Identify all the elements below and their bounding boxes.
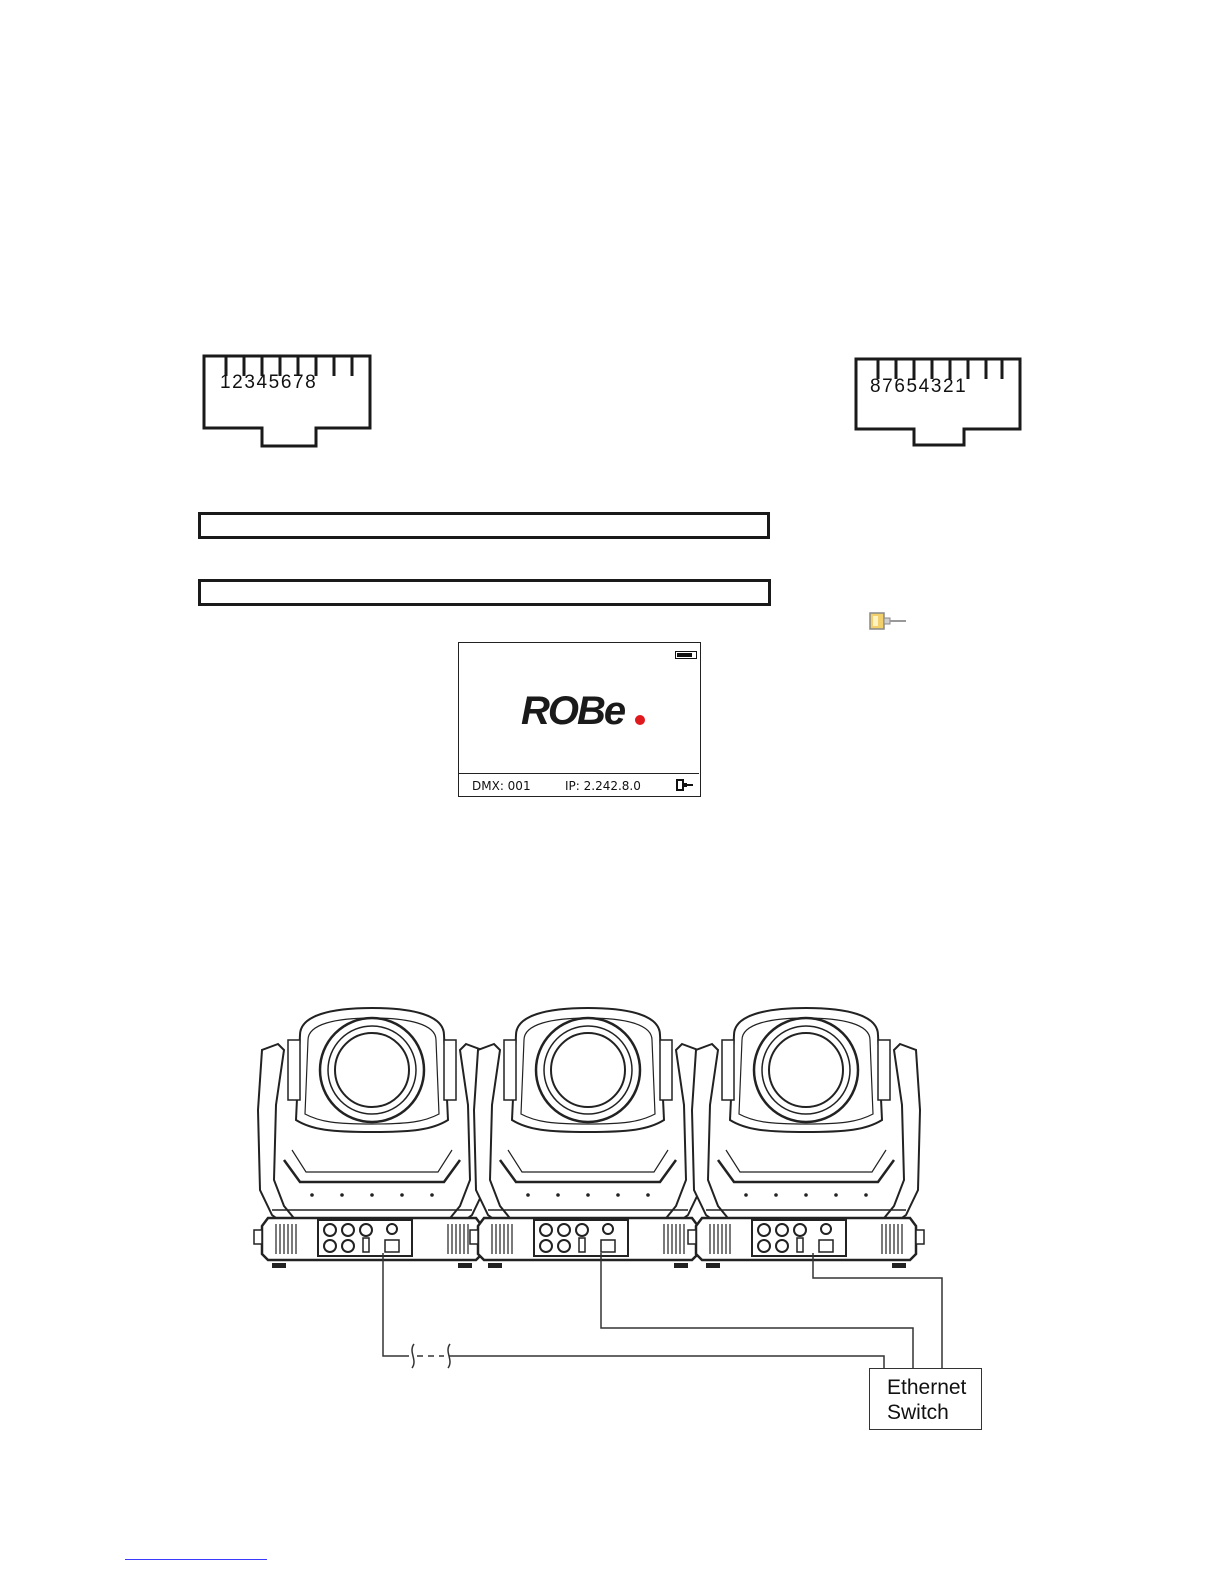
dmx-address: DMX: 001 xyxy=(472,779,531,793)
fixture-1 xyxy=(254,1008,490,1268)
switch-label-line2: Switch xyxy=(887,1401,949,1424)
pin-numbers-right: 87654321 xyxy=(870,376,968,397)
pin-numbers-left: 12345678 xyxy=(220,372,318,393)
hyperlink-underline[interactable] xyxy=(125,1559,267,1560)
switch-label-line1: Ethernet xyxy=(887,1376,967,1399)
fixture-3 xyxy=(688,1008,924,1268)
logo-text: ROBe xyxy=(521,689,625,733)
ip-address: IP: 2.242.8.0 xyxy=(565,779,641,793)
ethernet-switch xyxy=(869,1368,982,1430)
fixture-2 xyxy=(470,1008,706,1268)
